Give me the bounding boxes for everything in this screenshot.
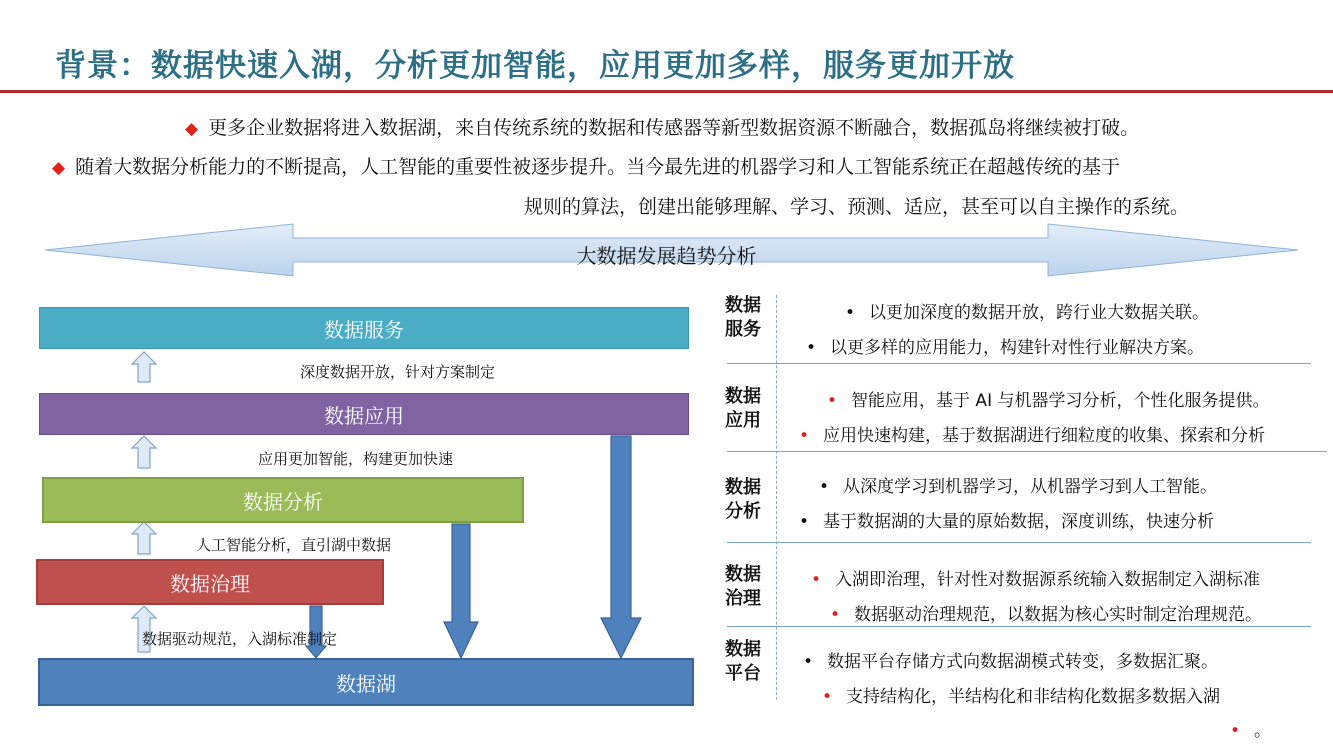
category-divider — [776, 295, 777, 700]
bullet-dot-icon: • — [830, 605, 841, 625]
category-item: • 以更多样的应用能力，构建针对性行业解决方案。 — [806, 338, 1205, 358]
bullet-dot-icon: • — [822, 687, 833, 707]
bullet-dot-icon: • — [799, 426, 810, 446]
bullet-2-continued: 规则的算法，创建出能够理解、学习、预测、适应，甚至可以自主操作的系统。 — [524, 196, 1190, 218]
row-separator — [727, 363, 1311, 364]
category-item: • 数据平台存储方式向数据湖模式转变，多数据汇聚。 — [803, 652, 1219, 672]
down-arrow-icon — [444, 524, 478, 658]
note-analysis: 人工智能分析，直引湖中数据 — [196, 536, 392, 554]
layer-data-governance: 数据治理 — [36, 559, 384, 605]
category-item: • 从深度学习到机器学习，从机器学习到人工智能。 — [819, 477, 1218, 497]
category-label: 数据 — [725, 477, 761, 498]
category-analysis — [721, 476, 765, 524]
category-label: 服务 — [725, 319, 761, 340]
bullet-2-text: 随着大数据分析能力的不断提高，人工智能的重要性被逐步提升。当今最先进的机器学习和人工智能系统正在超越传统的基于 — [75, 156, 1121, 178]
bullet-2 — [52, 152, 1120, 179]
bullet-dot-icon: • — [803, 652, 814, 672]
up-arrow-icon — [132, 352, 156, 382]
category-label: 应用 — [725, 410, 761, 431]
bullet-dot-icon: • — [819, 477, 830, 497]
bullet-dot-icon: • — [806, 338, 817, 358]
category-item: • 支持结构化，半结构化和非结构化数据多数据入湖 — [822, 687, 1221, 707]
layer-data-application: 数据应用 — [39, 393, 689, 435]
page-title: 背景：数据快速入湖，分析更加智能，应用更加多样，服务更加开放 — [55, 48, 1015, 84]
category-item: • 数据驱动治理规范，以数据为核心实时制定治理规范。 — [830, 605, 1263, 625]
category-platform — [721, 638, 765, 686]
category-label: 数据 — [725, 639, 761, 660]
category-application — [721, 385, 765, 433]
category-item: • 应用快速构建，基于数据湖进行细粒度的收集、探索和分析 — [799, 426, 1266, 446]
category-label: 数据 — [725, 564, 761, 585]
note-governance: 数据驱动规范，入湖标准制定 — [142, 630, 338, 648]
note-application: 应用更加智能，构建更加快速 — [258, 450, 454, 468]
category-item: • 智能应用，基于 AI 与机器学习分析，个性化服务提供。 — [827, 391, 1270, 411]
title-divider — [0, 90, 1333, 93]
layer-data-lake: 数据湖 — [38, 658, 694, 706]
up-arrow-icon — [132, 436, 156, 468]
category-item: • 入湖即治理，针对性对数据源系统输入数据制定入湖标准 — [811, 570, 1261, 590]
category-label: 数据 — [725, 386, 761, 407]
note-service: 深度数据开放，针对方案制定 — [300, 363, 496, 381]
bullet-1 — [185, 113, 1139, 140]
diamond-bullet-icon: ◆ — [52, 158, 66, 178]
trailing-item: • 。 — [1230, 721, 1272, 741]
layer-data-service: 数据服务 — [39, 307, 689, 349]
category-service — [721, 294, 765, 342]
category-item: • 以更加深度的数据开放，跨行业大数据关联。 — [845, 303, 1210, 323]
bullet-dot-icon: • — [811, 570, 822, 590]
bullet-1-text: 更多企业数据将进入数据湖，来自传统系统的数据和传感器等新型数据资源不断融合，数据孤岛将继续被打破。 — [208, 117, 1140, 139]
category-label: 数据 — [725, 295, 761, 316]
category-governance — [721, 563, 765, 611]
bullet-dot-icon: • — [799, 512, 810, 532]
bullet-dot-icon: • — [1230, 721, 1241, 741]
up-arrow-icon — [132, 522, 156, 554]
diamond-bullet-icon: ◆ — [185, 119, 199, 139]
category-label: 分析 — [725, 501, 761, 522]
row-separator — [727, 542, 1311, 543]
category-label: 治理 — [725, 588, 761, 609]
bullet-dot-icon: • — [827, 391, 838, 411]
trend-arrow-label: 大数据发展趋势分析 — [576, 244, 757, 268]
row-separator — [727, 626, 1311, 627]
down-arrow-icon — [601, 436, 641, 658]
category-label: 平台 — [725, 663, 761, 684]
row-separator — [727, 451, 1327, 452]
layer-data-analysis: 数据分析 — [42, 477, 524, 523]
category-item: • 基于数据湖的大量的原始数据，深度训练，快速分析 — [799, 512, 1215, 532]
bullet-dot-icon: • — [845, 303, 856, 323]
